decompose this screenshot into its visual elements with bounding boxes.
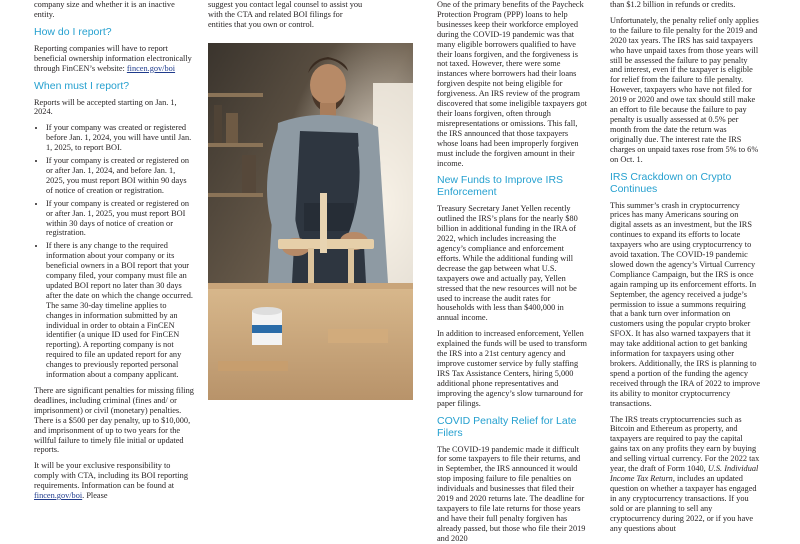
report-text: Reporting companies will have to report beneficial ownership information electronically through FinCEN’s website:: [34, 43, 192, 73]
deadline-list: [34, 123, 194, 380]
when-text: Reports will be accepted starting on Jan. 1, 2024.: [34, 97, 177, 117]
heading-covid-relief: COVID Penalty Relief for Late Filers: [437, 414, 577, 439]
responsibility-paragraph: [34, 461, 194, 501]
column-3: [437, 0, 588, 543]
funds-paragraph: Treasury Secretary Janet Yellen recently outlined the IRS’s plans for the nearly $80 billion in additional funding in the IRA of 2022, which includes increasing the agency’s compliance and enforcement efforts. While the additional funding will decrease the gap between what U.S. taxpayers owe and actually pay, Yellen stressed that the new resources will not be used to increase the audit rates for households with less than $400,000 in annual income.: [437, 204, 578, 323]
legal-counsel-paragraph: suggest you contact legal counsel to assist you with the CTA and related BOI filings for entities that you own or control.: [208, 0, 363, 29]
fincen-link-2[interactable]: fincen.gov/boi: [34, 491, 83, 501]
crypto-paragraph: This summer’s crash in cryptocurrency prices has many Americans souring on digital assets as an investment, but the IRS continues to expand its efforts to locate taxpayers who are using cryptocurrency to avoid taxation. The COVID-19 pandemic slowed down the agency’s Virtual Currency Compliance Campaign, but the IRS is once again ramping up its enforcement efforts. In September, the agency received a judge’s permission to issue a summons requiring that a bank turn over information on customers using the popular crypto broker SFOX. It has also warned taxpayers that it may take additional action to get banking information for taxpayers using other brokers. Additionally, the IRS is planning to spend a portion of the funding the agency received through the IRA of 2022 to improve its ability to monitor cryptocurrency transactions.: [610, 200, 760, 408]
responsibility-text: It will be your exclusive responsibility to comply with CTA, including its BOI reporting requirements. Information can be found at: [34, 461, 188, 491]
penalties-paragraph: There are significant penalties for missing filing deadlines, including criminal (fines and/ or imprisonment) or civil (monetary) penalties. There is a $500 per day penalty, up to $10,000, and imprisonment of up to two years for the willful failure to timely file initial or updated reports.: [34, 386, 194, 455]
ppp-paragraph: One of the primary benefits of the Paycheck Protection Program (PPP) loans to help businesses keep their workforce employed during the COVID-19 pandemic was that many eligible borrowers qualified to have their loans forgiven, and the forgiveness is not taxed. However, there were some instances where borrowers had their loans forgiven despite not being eligible for forgiveness. An IRS review of the program discovered that some ineligible taxpayers got their loans forgiven, often through misrepresentations or omissions. This fall, the IRS announced that those taxpayers whose loans had been improperly forgiven must include the forgiven amount in their income.: [437, 0, 587, 168]
column-4: [610, 0, 760, 533]
list-item: • If there is any change to the required information about your company or its beneficial owners in a BOI report that your company filed, your company must file an updated BOI report no later than 30 days after the date on which the change occurred. The same 30-day timeline applies to changes in information submitted by an individual in order to obtain a FinCEN identifier (a unique ID used for FinCEN reporting). A reporting company is not required to file an updated report for any changes to previously reported personal information about a company applicant.: [46, 241, 194, 380]
intro-tail: company size and whether it is an inactive entity.: [34, 0, 175, 19]
responsibility-tail: . Please: [82, 491, 108, 501]
heading-crypto: IRS Crackdown on Crypto Continues: [610, 170, 732, 195]
refunds-line: than $1.2 billion in refunds or credits.: [610, 0, 736, 9]
crypto-tax-text-b: , includes an updated question on whether a taxpayer has engaged in any cryptocurrency transactions. If you sold or are planning to sell any cryptocurrency during 2022, or if you have any questions about: [610, 473, 757, 533]
list-item: • If your company was created or registered before Jan. 1, 2024, you will have until Jan. 1, 2025, to report BOI.: [46, 123, 194, 153]
modernize-paragraph: In addition to increased enforcement, Yellen explained the funds will be used to transform the IRS into a 21st century agency and improve customer service by fully staffing IRS Tax Assistance Centers, hiring 5,000 additional phone representatives and improving the agency’s slow turnaround for paper filings.: [437, 329, 588, 408]
heading-new-funds: New Funds to Improve IRS Enforcement: [437, 174, 564, 199]
heading-how-to-report: How do I report?: [34, 25, 112, 38]
heading-when-to-report: When must I report?: [34, 79, 130, 92]
list-item: • If your company is created or registered on or after Jan. 1, 2024, and before Jan. 1, 2025, you must report BOI within 90 days of notice of creation or registration.: [46, 156, 194, 196]
list-item: • If your company is created or registered on or after Jan. 1, 2025, you must report BOI within 30 days of notice of creation or registration.: [46, 199, 194, 239]
penalty-relief-paragraph: Unfortunately, the penalty relief only applies to the failure to file penalty for the 2019 and 2020 tax years. The IRS has said taxpayers who have unpaid taxes from those years will still be assessed the failure to pay penalty and interest, even if the taxpayer is eligible for relief from the failure to file penalty. However, taxpayers who have not filed for 2019 or 2020 and owe tax should still make an effort to file because the failure to pay penalty is usually assessed at 0.5% per month from the date the return was originally due. The interest rate the IRS charges on unpaid taxes rose from 5% to 6% on Oct. 1.: [610, 15, 759, 164]
woodworker-photo: [208, 43, 413, 400]
crypto-tax-paragraph: [610, 415, 760, 534]
crypto-tax-text-a: The IRS treats cryptocurrencies such as Bitcoin and Ethereum as property, and taxpayers are required to pay the capital gains tax on any profits they earn by buying and selling virtual currency. For the 2022 tax year, the draft of Form 1040,: [610, 414, 760, 474]
covid-paragraph: The COVID-19 pandemic made it difficult for some taxpayers to file their returns, and in September, the IRS announced it would stop imposing failure to file penalties on individuals and businesses that filed their 2019 and 2020 returns late. The deadline for taxpayers to file late returns for those years and have their full penalty forgiven has already passed, but those who file their 2019 and 2020: [437, 444, 586, 543]
report-paragraph: [34, 44, 194, 74]
form-1040-title: U.S. Individual Income Tax Return: [610, 464, 759, 483]
fincen-link[interactable]: fincen.gov/boi: [126, 63, 176, 73]
column-1: [34, 0, 194, 501]
